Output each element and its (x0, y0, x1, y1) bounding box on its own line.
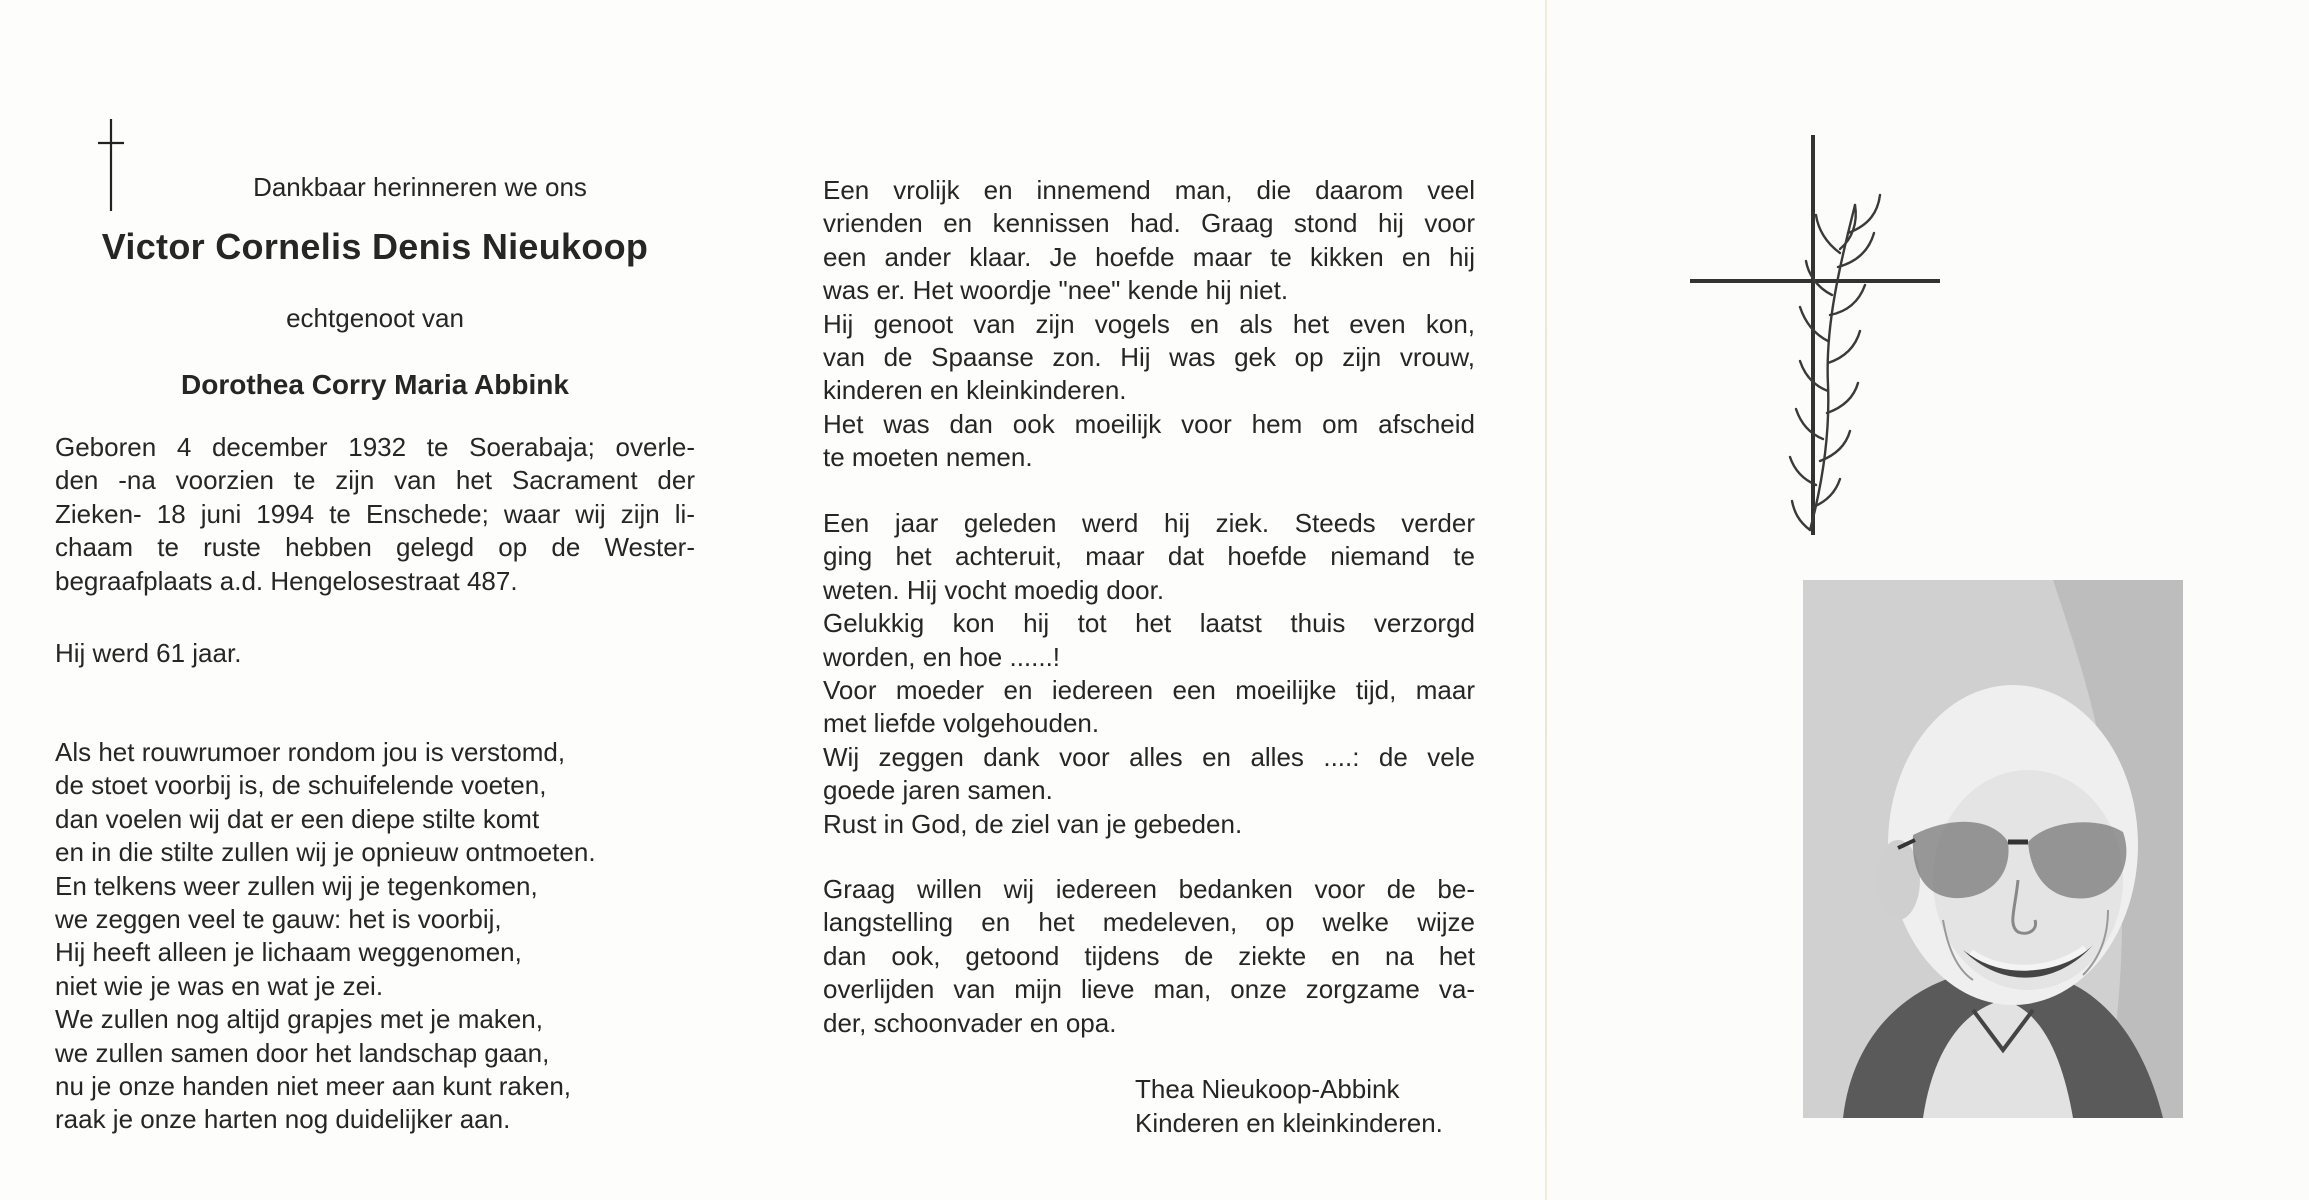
tribute-line: een ander klaar. Je hoefde maar te kikken en hij (823, 241, 1475, 272)
left-column (55, 171, 695, 204)
poem-line: raak je onze harten nog duidelijker aan. (55, 1104, 511, 1135)
card-fold (1545, 0, 1547, 1200)
poem-line: niet wie je was en wat je zei. (55, 970, 384, 1001)
biography-line: den -na voorzien te zijn van het Sacrament der (55, 465, 695, 496)
tribute-line: Een jaar geleden werd hij ziek. Steeds verder (823, 508, 1475, 538)
tribute-line: worden, en hoe ......! (823, 641, 1061, 672)
tribute-line: overlijden van mijn lieve man, onze zorgzame va- (823, 974, 1475, 1005)
tribute-line: Gelukkig kon hij tot het laatst thuis verzorgd (823, 608, 1475, 639)
tribute-line: Het was dan ook moeilijk voor hem om afscheid (823, 408, 1475, 439)
tribute-paragraph-3 (823, 873, 1475, 1040)
poem-line: Als het rouwrumoer rondom jou is verstomd, (55, 737, 566, 767)
tribute-line: te moeten nemen. (823, 442, 1033, 473)
poem-line: nu je onze handen niet meer aan kunt raken, (55, 1071, 572, 1102)
tribute-line: Hij genoot van zijn vogels en als het even kon, (823, 308, 1475, 339)
poem-line: we zeggen veel te gauw: het is voorbij, (55, 904, 502, 935)
intro-text: Dankbaar herinneren we ons (253, 172, 587, 202)
tribute-paragraph-1 (823, 174, 1475, 475)
deceased-name: Victor Cornelis Denis Nieukoop (101, 226, 649, 267)
tribute-line: langstelling en het medeleven, op welke wijze (823, 907, 1475, 938)
biography-line: chaam te ruste hebben gelegd op de Wester- (55, 532, 695, 563)
spouse-name: Dorothea Corry Maria Abbink (181, 369, 569, 400)
tribute-line: Rust in God, de ziel van je gebeden. (823, 808, 1243, 839)
tribute-line: ging het achteruit, maar dat hoefde niemand te (823, 541, 1475, 572)
biography-line: Geboren 4 december 1932 te Soerabaja; overle- (55, 432, 695, 462)
signature-name: Thea Nieukoop-Abbink (1135, 1074, 1400, 1104)
tribute-line: dan ook, getoond tijdens de ziekte en na het (823, 940, 1475, 971)
poem-line: En telkens weer zullen wij je tegenkomen, (55, 870, 538, 901)
tribute-line: Voor moeder en iedereen een moeilijke tijd, maar (823, 675, 1475, 706)
poem-block (55, 736, 695, 1137)
cross-with-palm-branch-icon (1690, 135, 1950, 540)
tribute-paragraph-2 (823, 507, 1475, 841)
tribute-line: der, schoonvader en opa. (823, 1007, 1117, 1038)
tribute-line: kinderen en kleinkinderen. (823, 375, 1127, 406)
signature-family: Kinderen en kleinkinderen. (1135, 1108, 1443, 1138)
tribute-line: Graag willen wij iedereen bedanken voor de be- (823, 874, 1475, 904)
portrait-photo (1803, 580, 2183, 1118)
signature-block (1135, 1072, 1443, 1140)
tribute-line: Wij zeggen dank voor alles en alles ....: de vele (823, 741, 1475, 772)
poem-line: en in die stilte zullen wij je opnieuw ontmoeten. (55, 837, 596, 868)
poem-line: dan voelen wij dat er een diepe stilte komt (55, 803, 540, 834)
poem-line: de stoet voorbij is, de schuifelende voeten, (55, 770, 547, 801)
biography-line: Zieken- 18 juni 1994 te Enschede; waar wij zijn li- (55, 498, 695, 529)
tribute-line: Een vrolijk en innemend man, die daarom veel (823, 175, 1475, 205)
tribute-line: goede jaren samen. (823, 775, 1053, 806)
age-text: Hij werd 61 jaar. (55, 638, 242, 668)
relation-text: echtgenoot van (286, 303, 464, 333)
biography-line: begraafplaats a.d. Hengelosestraat 487. (55, 565, 518, 596)
tribute-line: vrienden en kennissen had. Graag stond hij voor (823, 208, 1475, 239)
tribute-line: van de Spaanse zon. Hij was gek op zijn vrouw, (823, 342, 1475, 373)
biography-block (55, 431, 695, 598)
poem-line: we zullen samen door het landschap gaan, (55, 1037, 550, 1068)
tribute-line: met liefde volgehouden. (823, 708, 1100, 739)
poem-line: Hij heeft alleen je lichaam weggenomen, (55, 937, 522, 968)
tribute-line: was er. Het woordje "nee" kende hij niet. (823, 275, 1289, 306)
poem-line: We zullen nog altijd grapjes met je maken, (55, 1004, 543, 1035)
tribute-line: weten. Hij vocht moedig door. (823, 574, 1165, 605)
